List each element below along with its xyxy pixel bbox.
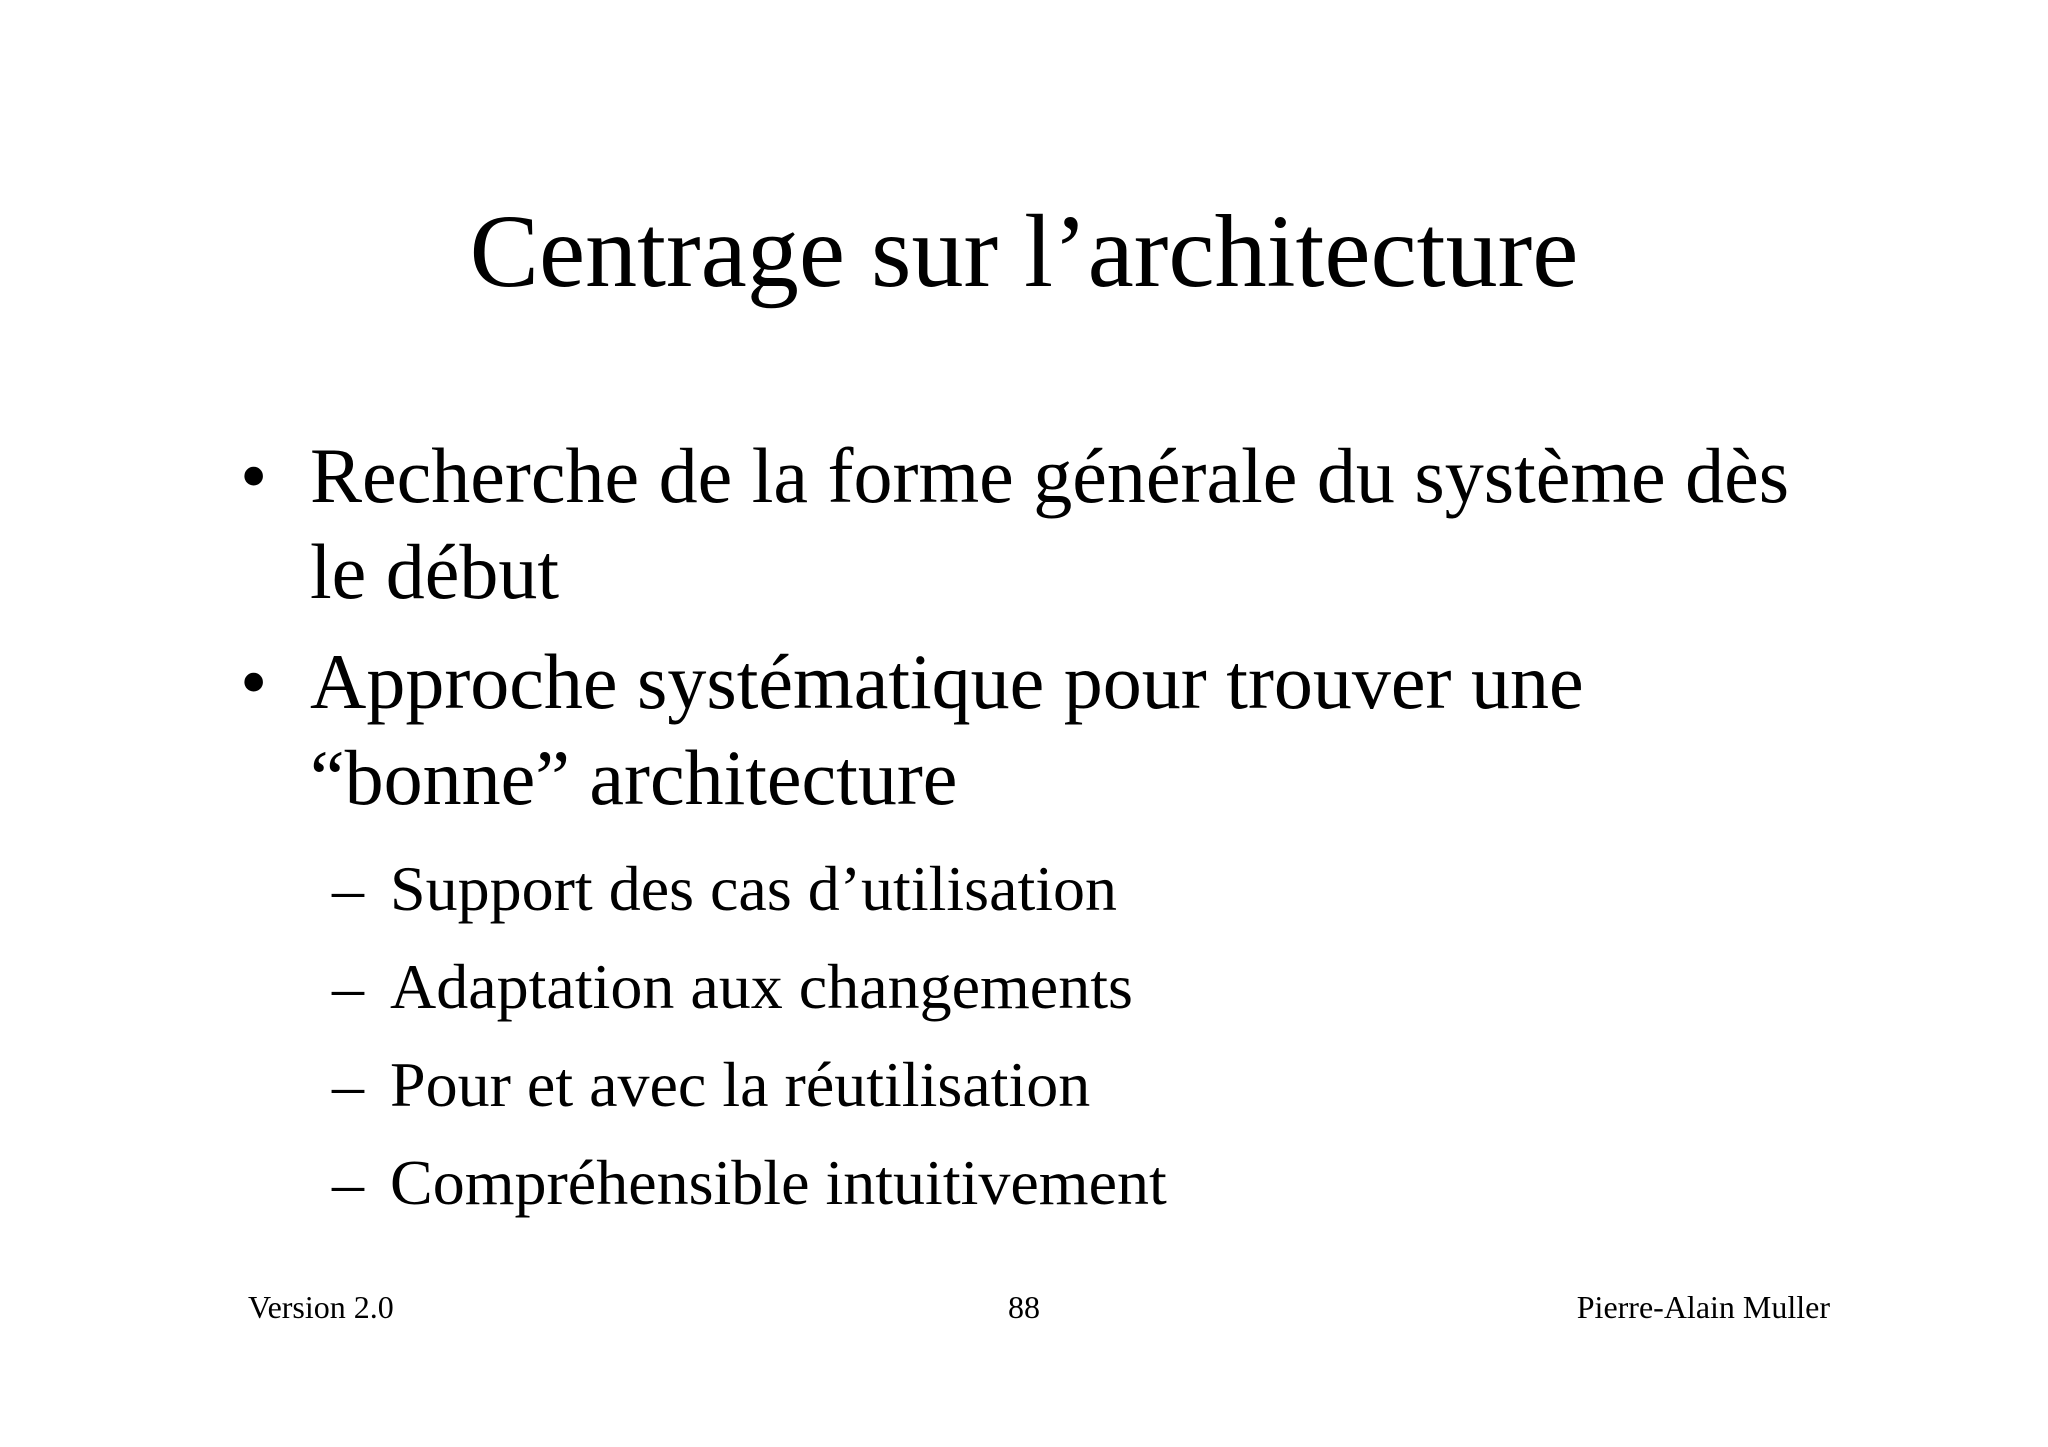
footer-author: Pierre-Alain Muller — [1576, 1289, 1830, 1325]
bullet-text: Approche systématique pour trouver une “bonne” architecture — [310, 638, 1584, 821]
bullet-item — [240, 428, 1860, 620]
sub-bullet-item — [332, 938, 1860, 1036]
sub-bullet-marker: – — [332, 951, 364, 1022]
sub-bullet-text: Adaptation aux changements — [390, 951, 1133, 1022]
sub-bullet-list — [240, 840, 1860, 1232]
sub-bullet-marker: – — [332, 1147, 364, 1218]
sub-bullet-item — [332, 840, 1860, 938]
footer-page-number: 88 — [1008, 1289, 1040, 1325]
footer-version: Version 2.0 — [248, 1289, 394, 1325]
sub-bullet-text: Compréhensible intuitivement — [390, 1147, 1167, 1218]
sub-bullet-marker: – — [332, 853, 364, 924]
bullet-marker: • — [240, 432, 268, 519]
bullet-item — [240, 634, 1860, 826]
bullet-text: Recherche de la forme générale du système dès le début — [310, 432, 1790, 615]
sub-bullet-item — [332, 1036, 1860, 1134]
bullet-list — [240, 428, 1860, 1232]
sub-bullet-text: Support des cas d’utilisation — [390, 853, 1118, 924]
sub-bullet-marker: – — [332, 1049, 364, 1120]
bullet-marker: • — [240, 638, 268, 725]
slide-title: Centrage sur l’architecture — [469, 194, 1579, 309]
sub-bullet-item — [332, 1134, 1860, 1232]
sub-bullet-text: Pour et avec la réutilisation — [390, 1049, 1091, 1120]
